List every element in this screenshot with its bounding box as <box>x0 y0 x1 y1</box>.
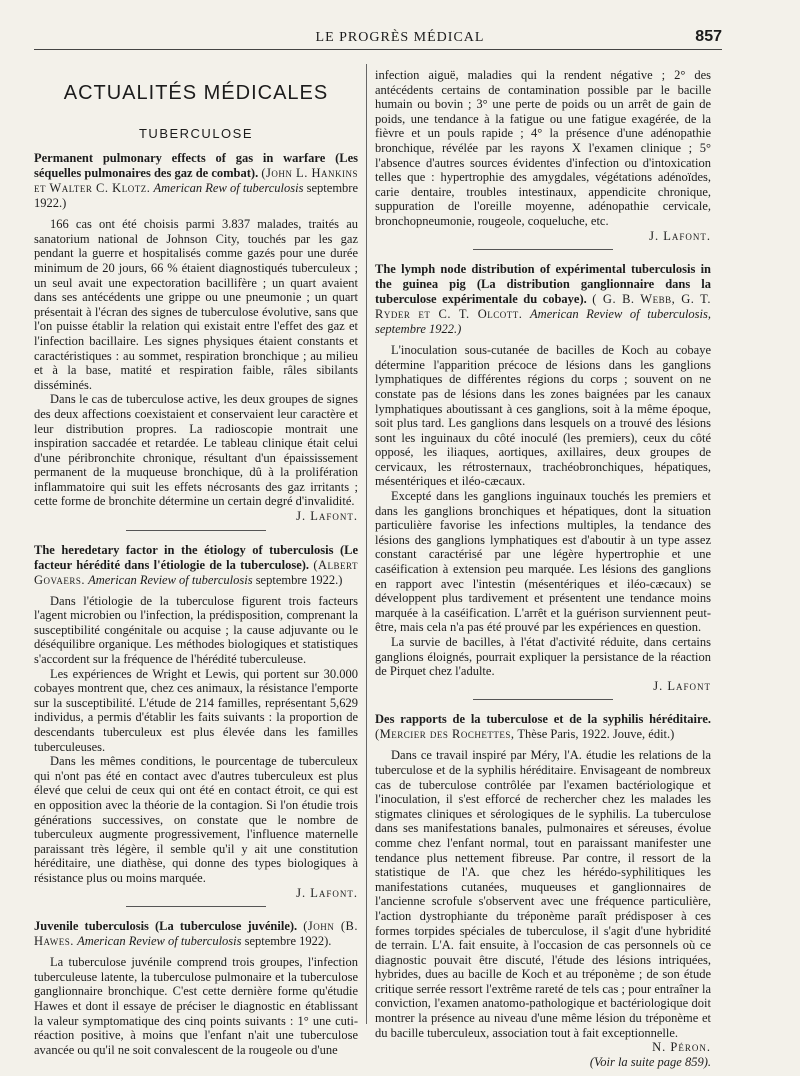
column-divider <box>366 64 367 1024</box>
continued-note: (Voir la suite page 859). <box>589 1054 711 1069</box>
article-authors: (Albert Govaers. <box>34 557 358 587</box>
subsection-title: TUBERCULOSE <box>138 125 254 141</box>
article-heading <box>34 151 358 211</box>
article-paragraph: Dans l'étiologie de la tuberculose figurent trois facteurs l'agent microbien ou l'infection, la prédisposition, comprenant la susceptibilité congénitale ou acquise ; la cause adjuvante ou le déséquilibre organique. Les méthodes biologiques et statistiques s'accordent sur la fréquence de l'hérédité tuberculeuse. <box>34 593 358 667</box>
article-date: septembre 1922.) <box>34 181 359 211</box>
article-separator <box>473 249 613 250</box>
header-rule <box>34 49 722 50</box>
article-separator <box>126 906 266 907</box>
article-journal: American Review of tuberculosis <box>88 572 253 587</box>
article-paragraph: 166 cas ont été choisis parmi 3.837 malades, traités au sanatorium national de Johnson City, touchés par les gaz pendant la guerre et hospitalisés comme gazés pour une durée minimum de 20 jours, 66 % étaient diagnostiqués tuberculeux ; un seul avait une expectoration bacillifère ; un quart avaient dans ses antécédents une grippe ou une pneumonie ; un quart présentait à l'écran des signes de tuberculose évolutive, sans que l'on puisse établir la relation qui existait entre l'effet des gaz et l'infection bacillaire. Les signes physiques étaient constants et caractéristiques : au sommet, respiration bronchique ; au milieu et à la base, matité et respiration faible, râles sibilants disséminés. <box>34 217 358 392</box>
left-column <box>34 68 358 1057</box>
article-date: septembre 1922). <box>244 934 332 949</box>
article-paragraph: Dans ce travail inspiré par Méry, l'A. étudie les relations de la tuberculose et de la syphilis héréditaire. Envisageant de nombreux cas de tuberculose contrôlée par l'examen bactériologique et l'inoculation, il s'est efforcé de rechercher chez les malades les stigmates cliniques et sérologiques de le syphilis. La tuberculose dans ses manifestations banales, pulmonaires et séreuses, évolue comme chez l'enfant normal, tout en paraissant manifester une tendance plus nettement fibreuse. Par contre, il ressort de la statistique de l'A. que chez les hérédo-syphilitiques les manifestations cutanées, muqueuses et ganglionnaires de l'ancienne scrofule s'observent avec une fréquence particulière, l'action dystrophiante du tréponème paraît prédisposer à ces formes torpides spéciales de tuberculose, il s'agit d'une hybridité de terrain. L'A. fait ensuite, à l'occasion de cas personnels où ce diagnostic pouvait être discuté, l'étude des lésions intriquées, hybrides, dues au bacille de Koch et au tréponème ; de son étude critique serrée ressort l'extrême rareté de tels cas ; pour entraîner la conviction, l'examen anatomo-pathologique et bactériologique doit montrer la présence au niveau d'une même lésion du tréponème et du bacille tuberculeux, association tout à fait exceptionnelle. <box>375 748 711 1040</box>
article-title: The lymph node distribution of expérimental tuberculosis in the guinea pig (La distribution ganglionnaire dans la tuberculose expérimentale du cobaye). <box>375 262 711 307</box>
article-signature: J. Lafont. <box>649 228 711 243</box>
article-title: Des rapports de la tuberculose et de la syphilis héréditaire. <box>375 712 711 727</box>
article-separator <box>473 699 613 700</box>
article-paragraph: Dans les mêmes conditions, le pourcentage de tuberculeux qui n'ont pas été en contact avec d'autres tuberculeux est plus élevé que celui de ceux qui ont été en contact étroit, ce qui est en opposition avec la théorie de la contagion. Si l'on étudie trois générations successives, on constate que le nombre de tuberculeux augmente progressivement, l'influence maternelle paraissant très légère, il semble qu'il y ait une constitution héréditaire, une diathèse, qui donne des types biologiques à résistance plus ou moins marquée. <box>34 754 358 885</box>
page-number: 857 <box>695 28 722 45</box>
article-paragraph: Dans le cas de tuberculose active, les deux groupes de signes des deux affections coexistaient et conservaient leur caractère et leur distribution propres. La radioscopie montrait une inspiration saccadée et retardée. Le tableau clinique était celui d'une péribronchite chronique, résultant d'un épaississement permanent de la muqueuse bronchique, dû à la prolifération inflammatoire qui suit les effets nécrosants des gaz irritants ; cette forme de bronchite détermine un certain degré d'invalidité. <box>34 392 358 509</box>
article-title: Juvenile tuberculosis (La tuberculose juvénile). <box>34 919 298 934</box>
article-continuation: infection aiguë, maladies qui la rendent négative ; 2° des antécédents certains de contamination possible par le bacille humain ou bovin ; 3° une perte de poids ou un arrêt de gain de poids, une tendance à la fatigue ou une fatigue exagérée, de la fièvre et un pouls rapide ; 4° la présence d'une adénopathie bronchique, révélée par les rayons X l'examen clinique ; 5° l'absence d'autres sources évidentes d'infection ou d'intoxication telles que : hypertrophie des amygdales, végétations adénoïdes, carie dentaire, troubles intestinaux, appendicite chronique, suppuration de l'oreille moyenne, adénopathie cervicale, bronchopneumonie, rougeole, coqueluche, etc. <box>375 68 711 228</box>
article-signature: J. Lafont <box>653 678 711 693</box>
article-signature: J. Lafont. <box>296 885 358 900</box>
article-date: septembre 1922.) <box>255 572 343 587</box>
article-paragraph: Excepté dans les ganglions inguinaux touchés les premiers et dans les ganglions bronchiques et hépatiques, dont la situation particulière favorise les infections multiples, la tendance des lésions des ganglions lymphatiques est d'aboutir à un type assez constant caractérisé par une légère hypertrophie et une caséification à extension peu marquée. Les lésions des ganglions en rapport avec l'intestin (mésentériques et iléo-cæcaux) se développent plus tardivement et présentent une tendance moins marquée à la caséification. L'arrêt et la guérison surviennent peut-être, mais cela n'a pas été prouvé par les expériences en question. <box>375 489 711 635</box>
article-heading <box>34 919 358 949</box>
article-paragraph: L'inoculation sous-cutanée de bacilles de Koch au cobaye détermine l'apparition précoce de lésions dans les ganglions lymphatiques de différentes régions du corps ; souvent on ne constate pas de lésions dans les zones baignées par les canaux lymphatiques aboutissant à ces ganglions, soit à la même époque, soit plus tard. Les ganglions dans lesquels on a trouvé des lésions sont les inguinaux du côté inoculé (les premiers), ceux du côté opposé, les iliaques, aortiques, axillaires, deux groupes de cervicaux, les rétrosternaux, trachéobronchiques, hépatiques, mésentériques et iléo-cæcaux. <box>375 343 711 489</box>
section-title: ACTUALITÉS MÉDICALES <box>63 82 329 104</box>
article-date: Thèse Paris, 1922. Jouve, édit.) <box>517 727 675 742</box>
article-authors: (Mercier des Rochettes, <box>375 727 515 742</box>
article-heading <box>34 543 358 588</box>
article-authors: (John (B. Hawes. <box>34 919 358 949</box>
article-heading <box>375 712 711 742</box>
running-title: LE PROGRÈS MÉDICAL <box>315 30 485 45</box>
article-paragraph: La tuberculose juvénile comprend trois groupes, l'infection tuberculeuse latente, la tuberculose pulmonaire et la tuberculose ganglionnaire bronchique. C'est cette dernière forme qu'étudie Hawes et dont il essaye de préciser le diagnostic en établissant la valeur symptomatique des cinq points suivants : 1° une cuti-réaction positive, à moins que l'enfant n'ait une tuberculose avancée ou qu'il ne soit convalescent de la rougeole ou d'une <box>34 955 358 1057</box>
article-authors: (John L. Hankins et Walter C. Klotz. <box>34 166 358 196</box>
article-authors: ( G. B. Webb, G. T. Ryder et C. T. Olcott. <box>375 292 711 322</box>
article-journal: American Rew of tuberculosis <box>153 181 304 196</box>
right-column <box>375 68 711 1069</box>
article-title: Permanent pulmonary effects of gas in warfare (Les séquelles pulmonaires des gaz de combat). <box>34 151 358 181</box>
article-date: septembre 1922.) <box>375 322 462 337</box>
article-heading <box>375 262 711 337</box>
article-signature: J. Lafont. <box>296 509 358 524</box>
article-journal: American Review of tuberculosis, <box>530 307 711 322</box>
article-paragraph: Les expériences de Wright et Lewis, qui portent sur 30.000 cobayes montrent que, chez ces animaux, la résistance l'emporte sur la susceptibilité. L'étude de 214 familles, représentant 5,629 individus, a permis d'établir les faits suivants : la proportion de descendants tuberculeux est plus élevée dans les familles tuberculeuses. <box>34 666 358 754</box>
article-title: The heredetary factor in the étiology of tuberculosis (Le facteur hérédité dans l'étiologie de la tuberculose). <box>34 542 358 572</box>
article-signature: N. Péron. <box>652 1040 711 1055</box>
article-separator <box>126 530 266 531</box>
article-journal: American Review of tuberculosis <box>77 934 242 949</box>
article-paragraph: La survie de bacilles, à l'état d'activité réduite, dans certains ganglions éloignés, pourrait expliquer la persistance de la réaction de Pirquet chez l'adulte. <box>375 635 711 679</box>
